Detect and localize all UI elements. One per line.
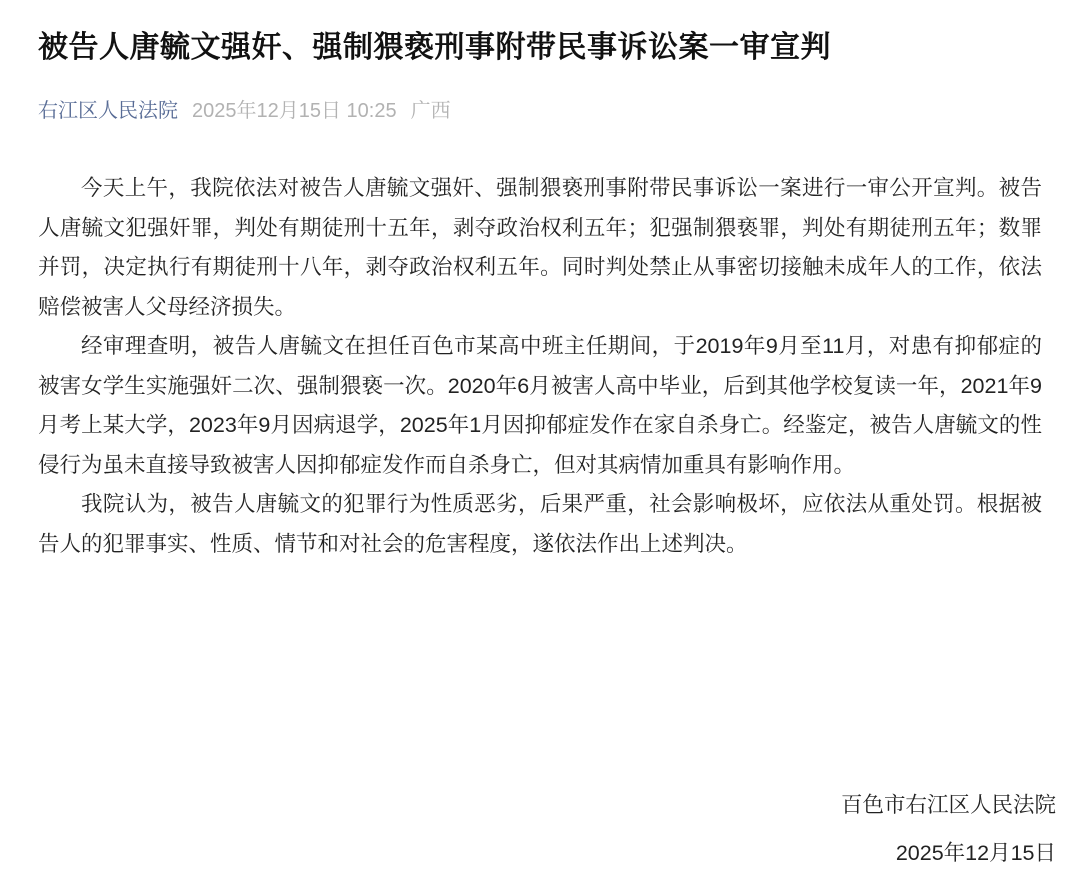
signature-court: 百色市右江区人民法院 — [840, 793, 1056, 817]
source-account-link[interactable]: 右江区人民法院 — [38, 100, 178, 122]
article-title: 被告人唐毓文强奸、强制猥亵刑事附带民事诉讼案一审宣判 — [38, 31, 831, 64]
article-body — [38, 169, 1042, 564]
article-meta — [38, 97, 1042, 125]
paragraph: 今天上午，我院依法对被告人唐毓文强奸、强制猥亵刑事附带民事诉讼一案进行一审公开宣判。被告人唐毓文犯强奸罪，判处有期徒刑十五年，剥夺政治权利五年；犯强制猥亵罪，判处有期徒刑五年；数罪并罚，决定执行有期徒刑十八年，剥夺政治权利五年。同时判处禁止从事密切接触未成年人的工作，依法赔偿被害人父母经济损失。 — [38, 176, 1042, 319]
publish-time: 2025年12月15日 10:25 — [192, 100, 397, 122]
publish-location: 广西 — [410, 100, 451, 122]
paragraph: 经审理查明，被告人唐毓文在担任百色市某高中班主任期间，于2019年9月至11月，对患有抑郁症的被害女学生实施强奸二次、强制猥亵一次。2020年6月被害人高中毕业，后到其他学校复读一年，2021年9月考上某大学，2023年9月因病退学，2025年1月因抑郁症发作在家自杀身亡。经鉴定，被告人唐毓文的性侵行为虽未直接导致被害人因抑郁症发作而自杀身亡，但对其病情加重具有影响作用。 — [38, 334, 1042, 477]
paragraph: 我院认为，被告人唐毓文的犯罪行为性质恶劣，后果严重，社会影响极坏，应依法从重处罚。根据被告人的犯罪事实、性质、情节和对社会的危害程度，遂依法作出上述判决。 — [38, 492, 1042, 556]
signature-date: 2025年12月15日 — [895, 841, 1056, 865]
